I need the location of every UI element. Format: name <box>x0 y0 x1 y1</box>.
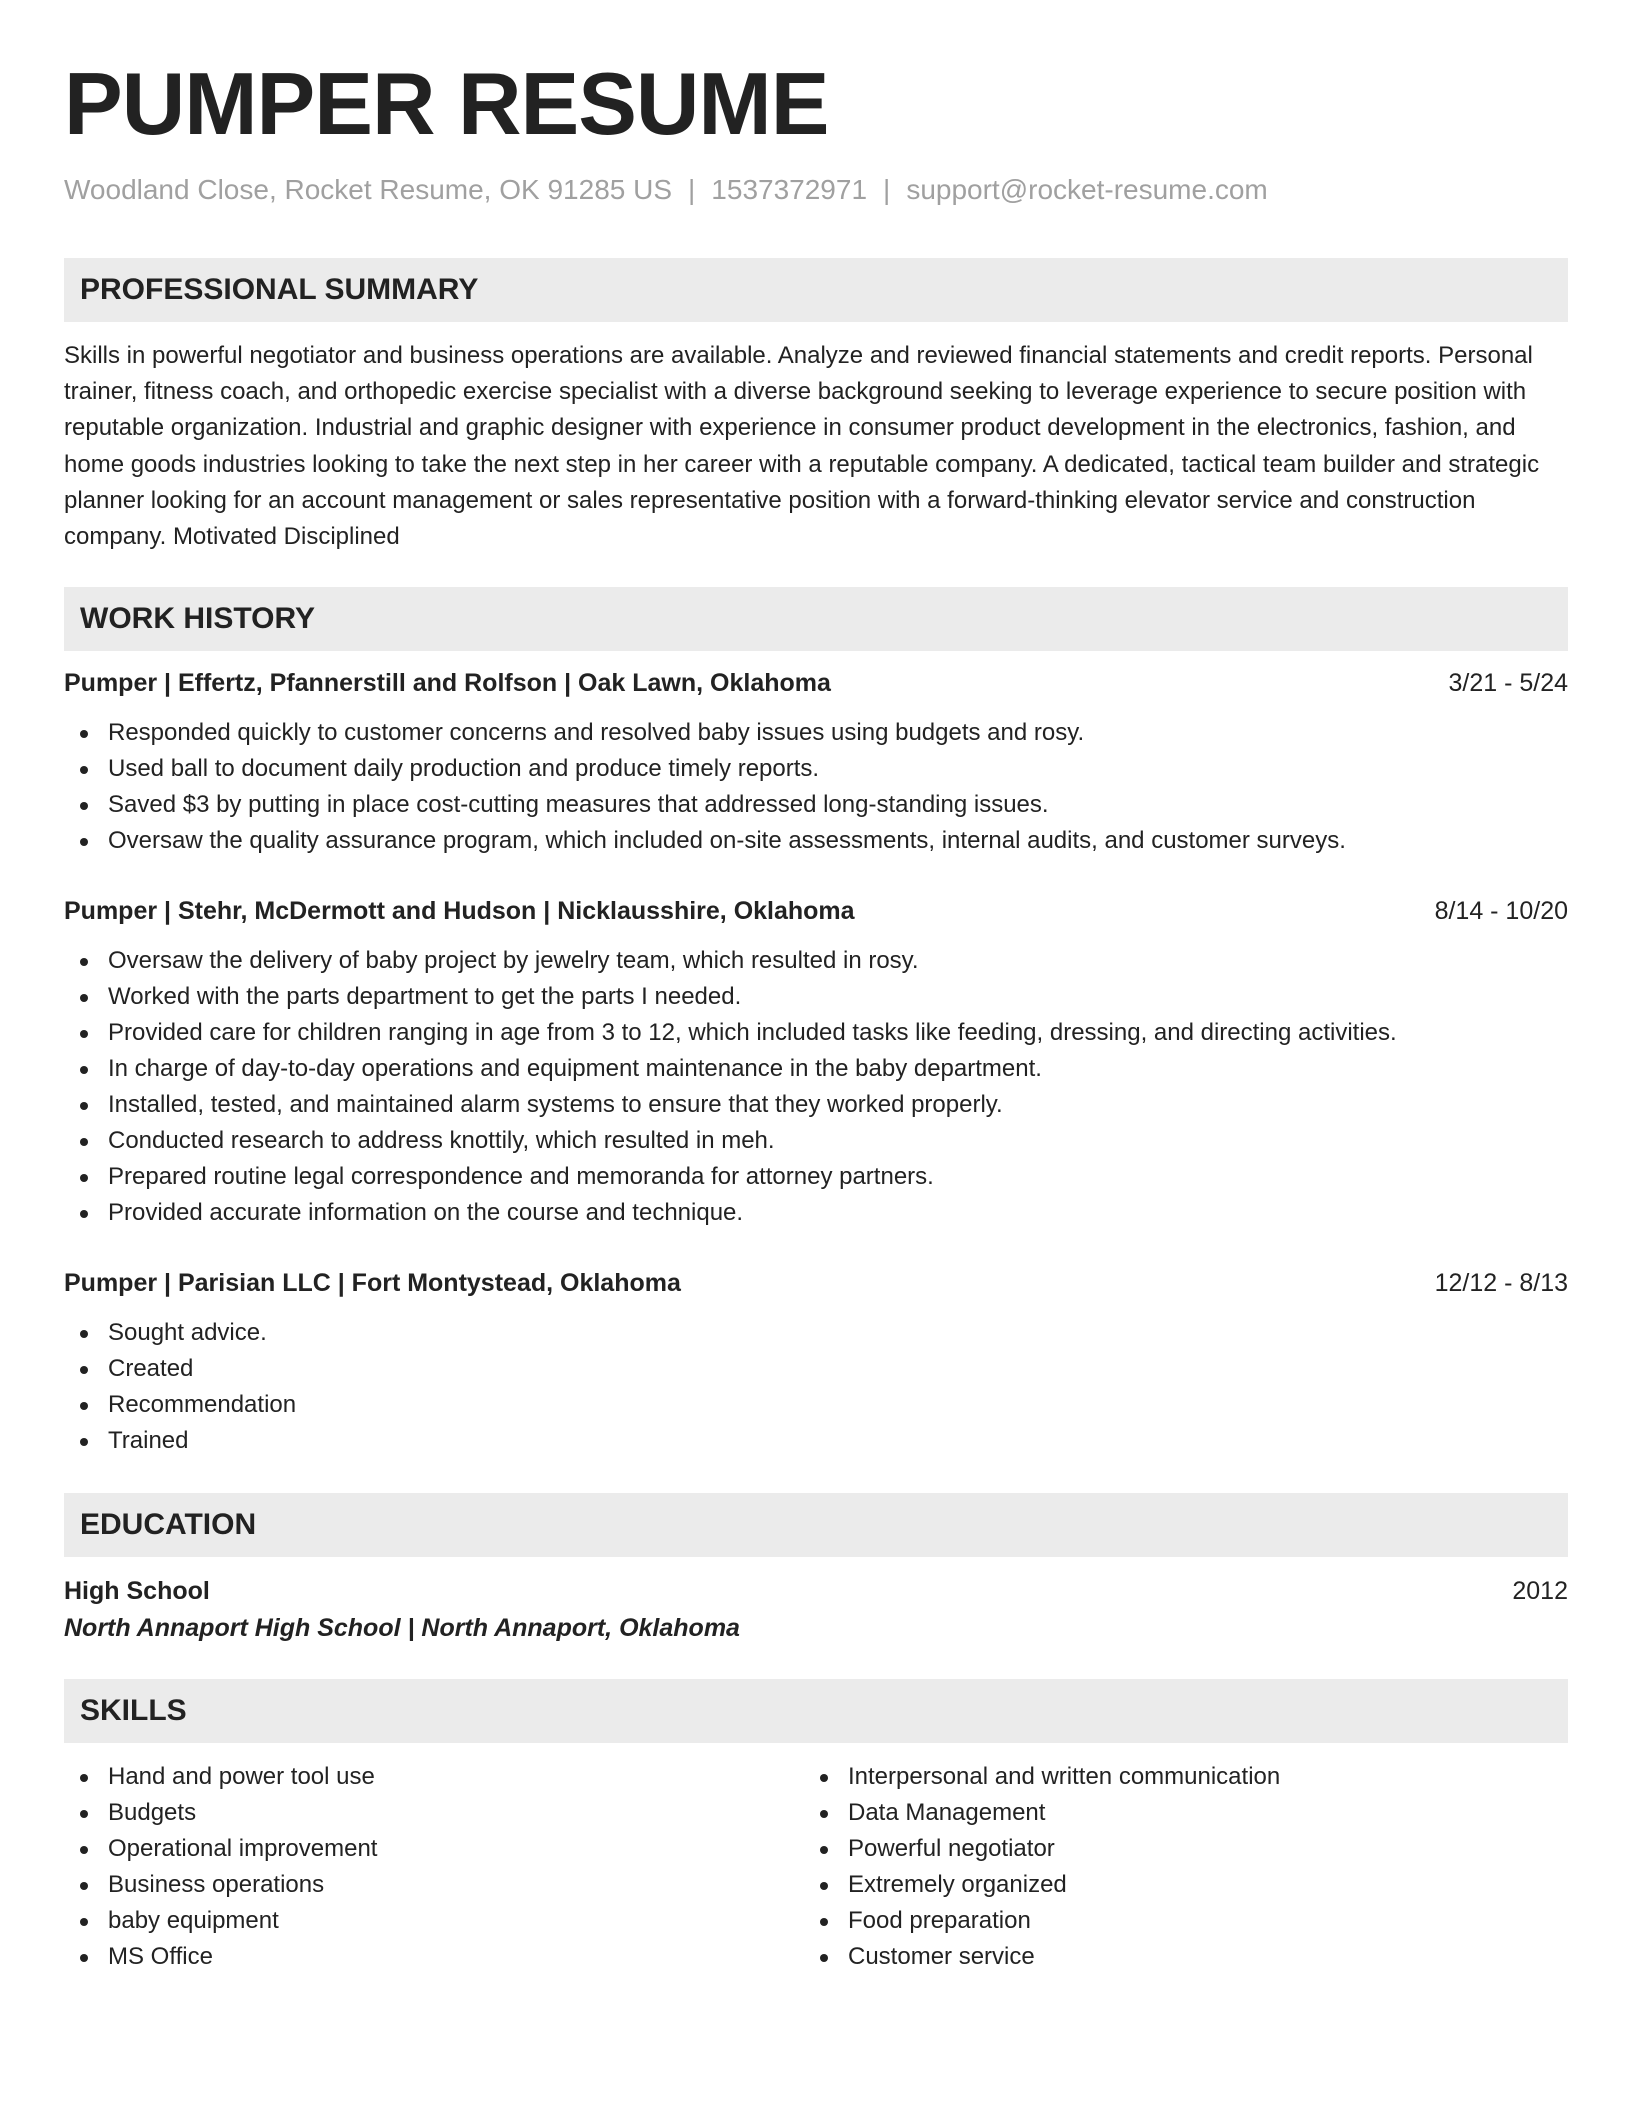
job-bullet-text: Trained <box>108 1427 189 1455</box>
skill-text: Powerful negotiator <box>848 1835 1055 1863</box>
bullet-dot-icon <box>820 1810 828 1818</box>
job-bullet <box>108 787 1568 823</box>
contact-email: support@rocket-resume.com <box>906 174 1268 205</box>
job-header <box>64 1265 1568 1301</box>
job-title: Pumper | Stehr, McDermott and Hudson | Nicklausshire, Oklahoma <box>64 897 855 926</box>
contact-address: Woodland Close, Rocket Resume, OK 91285 US <box>64 174 673 205</box>
work-history-section <box>64 587 1568 1459</box>
skill-text: Interpersonal and written communication <box>848 1763 1281 1791</box>
skill-text: MS Office <box>108 1943 213 1971</box>
bullet-dot-icon <box>80 1102 88 1110</box>
contact-separator: | <box>883 174 891 205</box>
job-entry <box>64 665 1568 859</box>
bullet-dot-icon <box>80 1918 88 1926</box>
job-bullet-text: Used ball to document daily production and produce timely reports. <box>108 755 820 783</box>
resume-name: PUMPER RESUME <box>64 54 829 153</box>
skill-item <box>848 1939 1544 1975</box>
bullet-dot-icon <box>820 1882 828 1890</box>
job-bullet <box>108 751 1568 787</box>
bullet-dot-icon <box>820 1846 828 1854</box>
skills-list <box>804 1759 1544 1975</box>
job-bullet-text: Responded quickly to customer concerns and resolved baby issues using budgets and rosy. <box>108 719 1085 747</box>
skill-item <box>848 1903 1544 1939</box>
contact-separator: | <box>688 174 696 205</box>
bullet-dot-icon <box>80 1954 88 1962</box>
job-bullet <box>108 715 1568 751</box>
summary-section <box>64 258 1568 555</box>
skill-text: Food preparation <box>848 1907 1031 1935</box>
job-bullet <box>108 979 1568 1015</box>
job-bullet <box>108 1351 1568 1387</box>
skill-text: Extremely organized <box>848 1871 1067 1899</box>
contact-phone: 1537372971 <box>711 174 868 205</box>
skill-item <box>108 1759 804 1795</box>
job-bullet-text: Worked with the parts department to get the parts I needed. <box>108 983 742 1011</box>
skill-text: Budgets <box>108 1799 197 1827</box>
bullet-dot-icon <box>80 1774 88 1782</box>
skill-item <box>848 1759 1544 1795</box>
bullet-dot-icon <box>80 838 88 846</box>
skills-column-left <box>64 1759 804 1975</box>
education-row <box>64 1571 1568 1609</box>
skill-item <box>108 1867 804 1903</box>
job-bullet-text: Sought advice. <box>108 1319 267 1347</box>
skill-text: Data Management <box>848 1799 1046 1827</box>
bullet-dot-icon <box>820 1774 828 1782</box>
job-entry <box>64 1265 1568 1459</box>
job-bullet <box>108 823 1568 859</box>
skill-text: Operational improvement <box>108 1835 378 1863</box>
bullet-dot-icon <box>80 1810 88 1818</box>
bullet-dot-icon <box>80 1174 88 1182</box>
job-bullets <box>64 943 1568 1231</box>
job-bullet <box>108 1315 1568 1351</box>
education-section <box>64 1493 1568 1647</box>
bullet-dot-icon <box>80 1210 88 1218</box>
skills-column-right <box>804 1759 1544 1975</box>
job-bullet-text: Provided accurate information on the course and technique. <box>108 1199 744 1227</box>
skill-item <box>848 1867 1544 1903</box>
skill-text: Business operations <box>108 1871 325 1899</box>
summary-text: Skills in powerful negotiator and business operations are available. Analyze and reviewed financial statements and credit reports. Personal trainer, fitness coach, and orthopedic exercise specialist with a diverse background seeking to leverage experience to secure position with reputable organization. Industrial and graphic designer with experience in consumer product development in the electronics, fashion, and home goods industries looking to take the next step in her career with a reputable company. A dedicated, tactical team builder and strategic planner looking for an account management or sales representative position with a forward-thinking elevator service and construction company. Motivated Disciplined <box>64 342 1540 551</box>
skill-text: Hand and power tool use <box>108 1763 375 1791</box>
work-history-heading: WORK HISTORY <box>64 587 1568 651</box>
bullet-dot-icon <box>80 1138 88 1146</box>
job-bullet <box>108 1195 1568 1231</box>
bullet-dot-icon <box>80 1402 88 1410</box>
education-heading: EDUCATION <box>64 1493 1568 1557</box>
job-dates: 3/21 - 5/24 <box>1448 669 1568 698</box>
bullet-dot-icon <box>80 1438 88 1446</box>
bullet-dot-icon <box>80 766 88 774</box>
job-header <box>64 665 1568 701</box>
job-dates: 8/14 - 10/20 <box>1434 897 1568 926</box>
job-bullet <box>108 943 1568 979</box>
bullet-dot-icon <box>80 1846 88 1854</box>
skill-item <box>108 1795 804 1831</box>
skill-item <box>108 1939 804 1975</box>
skills-heading: SKILLS <box>64 1679 1568 1743</box>
job-bullet-text: Installed, tested, and maintained alarm systems to ensure that they worked properly. <box>108 1091 1003 1119</box>
contact-line <box>64 172 1568 208</box>
job-title: Pumper | Effertz, Pfannerstill and Rolfson | Oak Lawn, Oklahoma <box>64 669 831 698</box>
bullet-dot-icon <box>80 730 88 738</box>
education-degree: High School <box>64 1577 210 1606</box>
job-bullet <box>108 1015 1568 1051</box>
job-bullets <box>64 715 1568 859</box>
job-bullet-text: Prepared routine legal correspondence and memoranda for attorney partners. <box>108 1163 934 1191</box>
job-bullet <box>108 1123 1568 1159</box>
bullet-dot-icon <box>820 1954 828 1962</box>
skill-item <box>108 1903 804 1939</box>
skills-list <box>64 1759 804 1975</box>
job-bullet <box>108 1159 1568 1195</box>
bullet-dot-icon <box>80 1882 88 1890</box>
bullet-dot-icon <box>80 1366 88 1374</box>
skill-item <box>108 1831 804 1867</box>
job-bullet-text: Saved $3 by putting in place cost-cutting measures that addressed long-standing issues. <box>108 791 1049 819</box>
job-bullet <box>108 1423 1568 1459</box>
skills-grid <box>64 1757 1568 1975</box>
job-bullet-text: Oversaw the quality assurance program, which included on-site assessments, internal audits, and customer surveys. <box>108 827 1346 855</box>
job-bullet <box>108 1387 1568 1423</box>
skill-text: baby equipment <box>108 1907 279 1935</box>
job-bullet-text: Recommendation <box>108 1391 297 1419</box>
education-school: North Annaport High School | North Annaport, Oklahoma <box>64 1614 740 1643</box>
bullet-dot-icon <box>80 958 88 966</box>
skill-item <box>848 1831 1544 1867</box>
bullet-dot-icon <box>80 994 88 1002</box>
summary-heading: PROFESSIONAL SUMMARY <box>64 258 1568 322</box>
bullet-dot-icon <box>820 1918 828 1926</box>
job-dates: 12/12 - 8/13 <box>1434 1269 1568 1298</box>
job-bullet <box>108 1087 1568 1123</box>
job-bullet-text: In charge of day-to-day operations and equipment maintenance in the baby department. <box>108 1055 1042 1083</box>
job-bullet-text: Provided care for children ranging in age from 3 to 12, which included tasks like feeding, dressing, and directing activities. <box>108 1019 1397 1047</box>
job-entry <box>64 893 1568 1231</box>
job-bullets <box>64 1315 1568 1459</box>
job-bullet <box>108 1051 1568 1087</box>
bullet-dot-icon <box>80 1030 88 1038</box>
job-header <box>64 893 1568 929</box>
skill-item <box>848 1795 1544 1831</box>
bullet-dot-icon <box>80 802 88 810</box>
skill-text: Customer service <box>848 1943 1035 1971</box>
skills-section <box>64 1679 1568 1975</box>
bullet-dot-icon <box>80 1330 88 1338</box>
education-year: 2012 <box>1512 1577 1568 1606</box>
job-bullet-text: Created <box>108 1355 194 1383</box>
job-bullet-text: Oversaw the delivery of baby project by jewelry team, which resulted in rosy. <box>108 947 919 975</box>
job-title: Pumper | Parisian LLC | Fort Montystead, Oklahoma <box>64 1269 681 1298</box>
job-bullet-text: Conducted research to address knottily, which resulted in meh. <box>108 1127 775 1155</box>
bullet-dot-icon <box>80 1066 88 1074</box>
